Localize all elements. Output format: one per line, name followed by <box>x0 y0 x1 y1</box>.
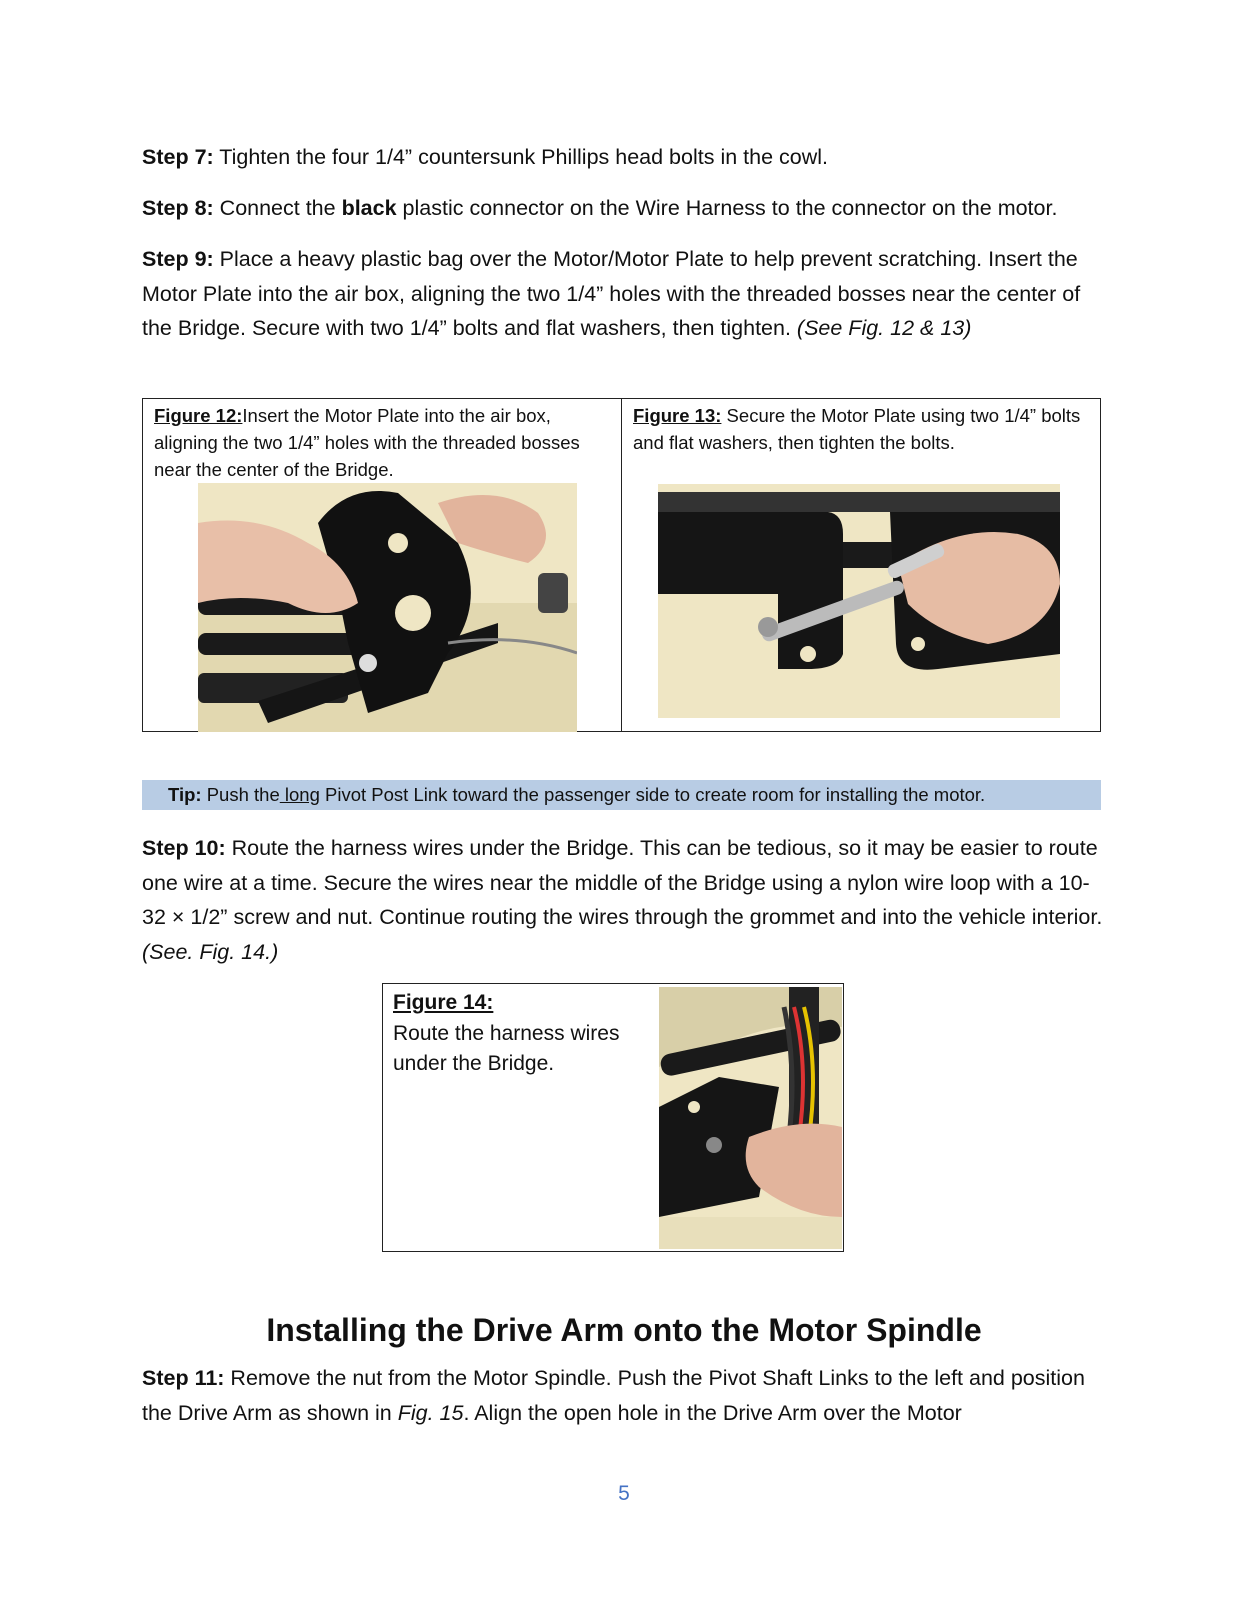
step-9-text: Place a heavy plastic bag over the Motor/Motor Plate to help prevent scratching. Insert the Motor Plate into the air box, aligning the two 1/4” holes with the threaded bosses near the center of the Bridge. Secure with two 1/4” bolts and flat washers, then tighten. <box>142 247 1081 340</box>
tip-text-a: Push the <box>201 784 280 805</box>
step-11-ref: Fig. 15 <box>397 1400 464 1425</box>
figure-13-caption <box>633 402 1093 456</box>
figure-13-text: Secure the Motor Plate using two 1/4” bolts and flat washers, then tighten the bolts. <box>633 405 1081 453</box>
figure-13-image <box>658 484 1060 718</box>
step-9-label: Step 9: <box>142 247 214 271</box>
figure-13-label: Figure 13: <box>633 405 722 426</box>
step-8-paragraph <box>142 191 1110 226</box>
page-number: 5 <box>618 1482 630 1505</box>
step-11-text-a: Remove the nut from the Motor Spindle. Push the Pivot Shaft Links to the left and position the Drive Arm as shown in <box>142 1366 1085 1425</box>
step-7-paragraph <box>142 140 1110 175</box>
step-8-text-b: plastic connector on the Wire Harness to the connector on the motor. <box>396 196 1058 220</box>
figure-14-box <box>382 983 844 1252</box>
tip-box <box>142 780 1101 810</box>
figure-14-image <box>659 987 842 1249</box>
step-11-paragraph <box>142 1361 1110 1430</box>
step-9-paragraph <box>142 242 1110 346</box>
step-10-text: Route the harness wires under the Bridge. This can be tedious, so it may be easier to route one wire at a time. Secure the wires near the middle of the Bridge using a nylon wire loop with a 10-32 × 1/2” screw and nut. Continue routing the wires through the grommet and into the vehicle interior. <box>142 836 1103 929</box>
section-heading: Installing the Drive Arm onto the Motor Spindle <box>266 1312 982 1348</box>
step-7-label: Step 7: <box>142 145 214 169</box>
figure-12-cell <box>143 399 622 731</box>
step-10-paragraph <box>142 831 1110 969</box>
figure-13-cell <box>622 399 1100 731</box>
figure-14-label: Figure 14: <box>393 991 494 1014</box>
figure-12-image <box>198 483 577 732</box>
step-9-ref: (See Fig. 12 & 13) <box>796 316 972 340</box>
step-7-text: Tighten the four 1/4” countersunk Phillips head bolts in the cowl. <box>213 145 828 169</box>
figure-14-photo <box>659 987 842 1249</box>
step-8-bold: black <box>341 196 397 220</box>
step-11-label: Step 11: <box>142 1366 225 1390</box>
figure-14-caption <box>393 988 643 1080</box>
tip-underline: long <box>279 784 320 805</box>
step-8-text-a: Connect the <box>213 196 342 220</box>
figure-12-label: Figure 12: <box>154 405 243 426</box>
tip-text-b: Pivot Post Link toward the passenger side to create room for installing the motor. <box>319 784 986 805</box>
figure-12-photo <box>198 483 577 732</box>
step-8-label: Step 8: <box>142 196 214 220</box>
figure-12-text: Insert the Motor Plate into the air box, aligning the two 1/4” holes with the threaded bosses near the center of the Bridge. <box>154 405 580 480</box>
figure-table <box>142 398 1101 732</box>
figure-14-text: Route the harness wires under the Bridge. <box>393 1021 620 1075</box>
step-10-ref: (See. Fig. 14.) <box>142 939 279 964</box>
step-11-text-b: . Align the open hole in the Drive Arm over the Motor <box>463 1400 962 1425</box>
step-10-label: Step 10: <box>142 836 226 860</box>
figure-12-caption <box>154 402 614 483</box>
tip-label: Tip: <box>168 784 202 805</box>
figure-13-photo <box>658 484 1060 718</box>
